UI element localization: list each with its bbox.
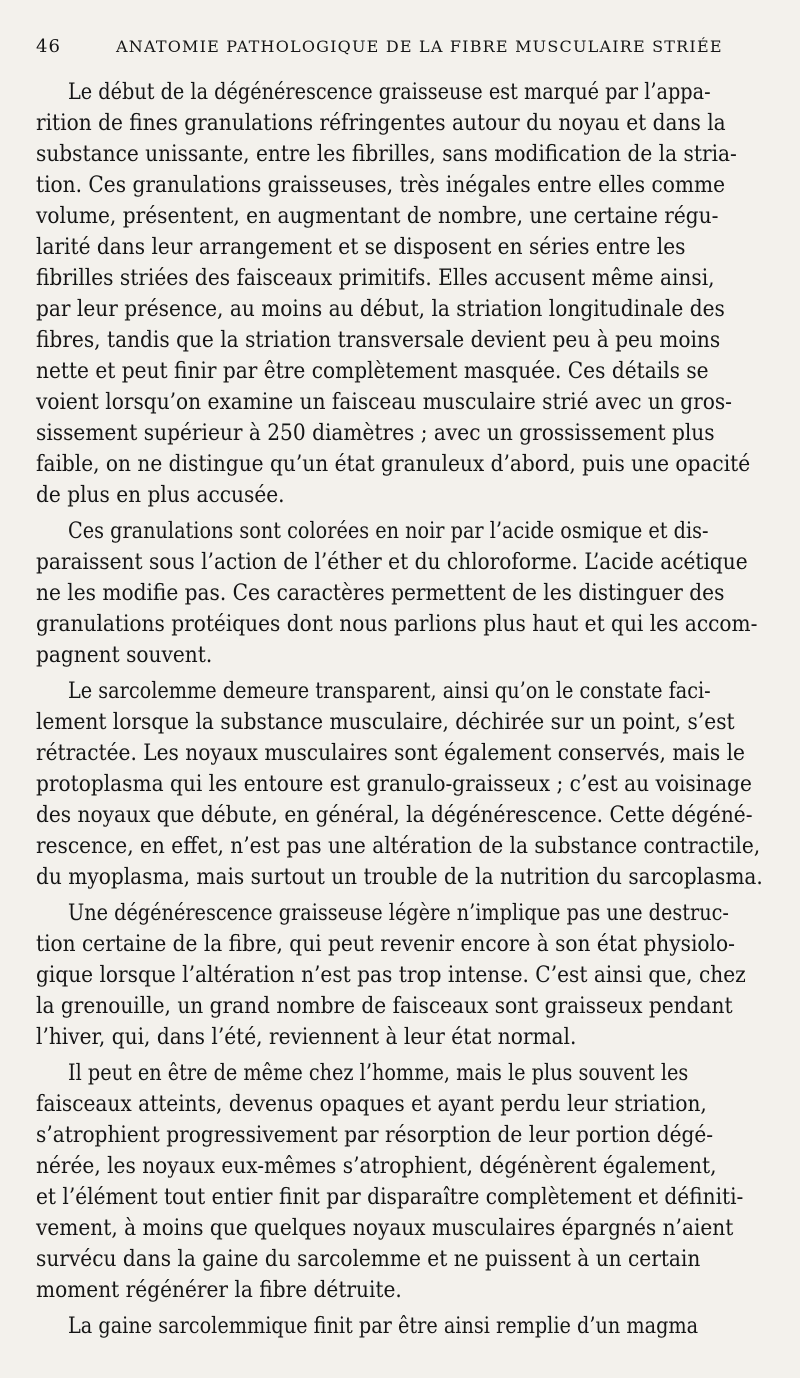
text-line: gique lorsque l’altération n’est pas trop intense. C’est ainsi que, chez bbox=[36, 963, 746, 988]
text-line: sissement supérieur à 250 diamètres ; avec un grossissement plus bbox=[36, 421, 715, 446]
text-line: Une dégénérescence graisseuse légère n’implique pas une destruc- bbox=[68, 901, 729, 926]
text-line: l’hiver, qui, dans l’été, reviennent à leur état normal. bbox=[36, 1025, 577, 1050]
text-line: nette et peut finir par être complètement masquée. Ces détails se bbox=[36, 359, 709, 384]
page-number: 46 bbox=[36, 36, 61, 57]
text-line: substance unissante, entre les fibrilles, sans modification de la stria- bbox=[36, 142, 737, 167]
text-line: s’atrophient progressivement par résorption de leur portion dégé- bbox=[36, 1123, 714, 1148]
text-line: par leur présence, au moins au début, la striation longitudinale des bbox=[36, 297, 725, 322]
text-line: survécu dans la gaine du sarcolemme et ne puissent à un certain bbox=[36, 1247, 701, 1272]
text-line: rescence, en effet, n’est pas une altération de la substance contractile, bbox=[36, 834, 761, 859]
text-line: fibrilles striées des faisceaux primitifs. Elles accusent même ainsi, bbox=[36, 266, 715, 291]
text-line: et l’élément tout entier finit par disparaître complètement et définiti- bbox=[36, 1185, 744, 1210]
text-line: des noyaux que débute, en général, la dégénérescence. Cette dégéné- bbox=[36, 803, 753, 828]
text-line: Le sarcolemme demeure transparent, ainsi qu’on le constate faci- bbox=[68, 679, 711, 704]
text-line: moment régénérer la fibre détruite. bbox=[36, 1278, 402, 1303]
text-line: larité dans leur arrangement et se disposent en séries entre les bbox=[36, 235, 686, 260]
text-line: la grenouille, un grand nombre de faisceaux sont graisseux pendant bbox=[36, 994, 733, 1019]
text-line: fibres, tandis que la striation transversale devient peu à peu moins bbox=[36, 328, 721, 353]
text-line: Il peut en être de même chez l’homme, mais le plus souvent les bbox=[68, 1061, 689, 1086]
text-line: granulations protéiques dont nous parlions plus haut et qui les accom- bbox=[36, 612, 758, 637]
text-line: faible, on ne distingue qu’un état granuleux d’abord, puis une opacité bbox=[36, 452, 751, 477]
text-line: lement lorsque la substance musculaire, déchirée sur un point, s’est bbox=[36, 710, 735, 735]
text-line: voient lorsqu’on examine un faisceau musculaire strié avec un gros- bbox=[36, 390, 732, 415]
text-line: pagnent souvent. bbox=[36, 643, 213, 668]
text-line: rition de fines granulations réfringentes autour du noyau et dans la bbox=[36, 111, 726, 136]
text-line: Le début de la dégénérescence graisseuse est marqué par l’appa- bbox=[68, 80, 711, 105]
text-line: protoplasma qui les entoure est granulo-graisseux ; c’est au voisinage bbox=[36, 772, 752, 797]
text-line: tion certaine de la fibre, qui peut revenir encore à son état physiolo- bbox=[36, 932, 735, 957]
text-line: tion. Ces granulations graisseuses, très inégales entre elles comme bbox=[36, 173, 725, 198]
text-line: nérée, les noyaux eux-mêmes s’atrophient, dégénèrent également, bbox=[36, 1154, 717, 1179]
text-line: de plus en plus accusée. bbox=[36, 483, 285, 508]
text-line: du myoplasma, mais surtout un trouble de la nutrition du sarcoplasma. bbox=[36, 865, 763, 890]
text-line: ne les modifie pas. Ces caractères permettent de les distinguer des bbox=[36, 581, 725, 606]
text-line: Ces granulations sont colorées en noir par l’acide osmique et dis- bbox=[68, 519, 709, 544]
text-line: faisceaux atteints, devenus opaques et ayant perdu leur striation, bbox=[36, 1092, 707, 1117]
running-head: ANATOMIE PATHOLOGIQUE DE LA FIBRE MUSCULAIRE STRIÉE bbox=[116, 37, 723, 56]
text-line: paraissent sous l’action de l’éther et du chloroforme. L’acide acétique bbox=[36, 550, 748, 575]
text-line: vement, à moins que quelques noyaux musculaires épargnés n’aient bbox=[36, 1216, 734, 1241]
text-line: La gaine sarcolemmique finit par être ainsi remplie d’un magma bbox=[68, 1314, 699, 1339]
page-header bbox=[36, 36, 768, 64]
text-line: volume, présentent, en augmentant de nombre, une certaine régu- bbox=[36, 204, 719, 229]
text-line: rétractée. Les noyaux musculaires sont également conservés, mais le bbox=[36, 741, 745, 766]
